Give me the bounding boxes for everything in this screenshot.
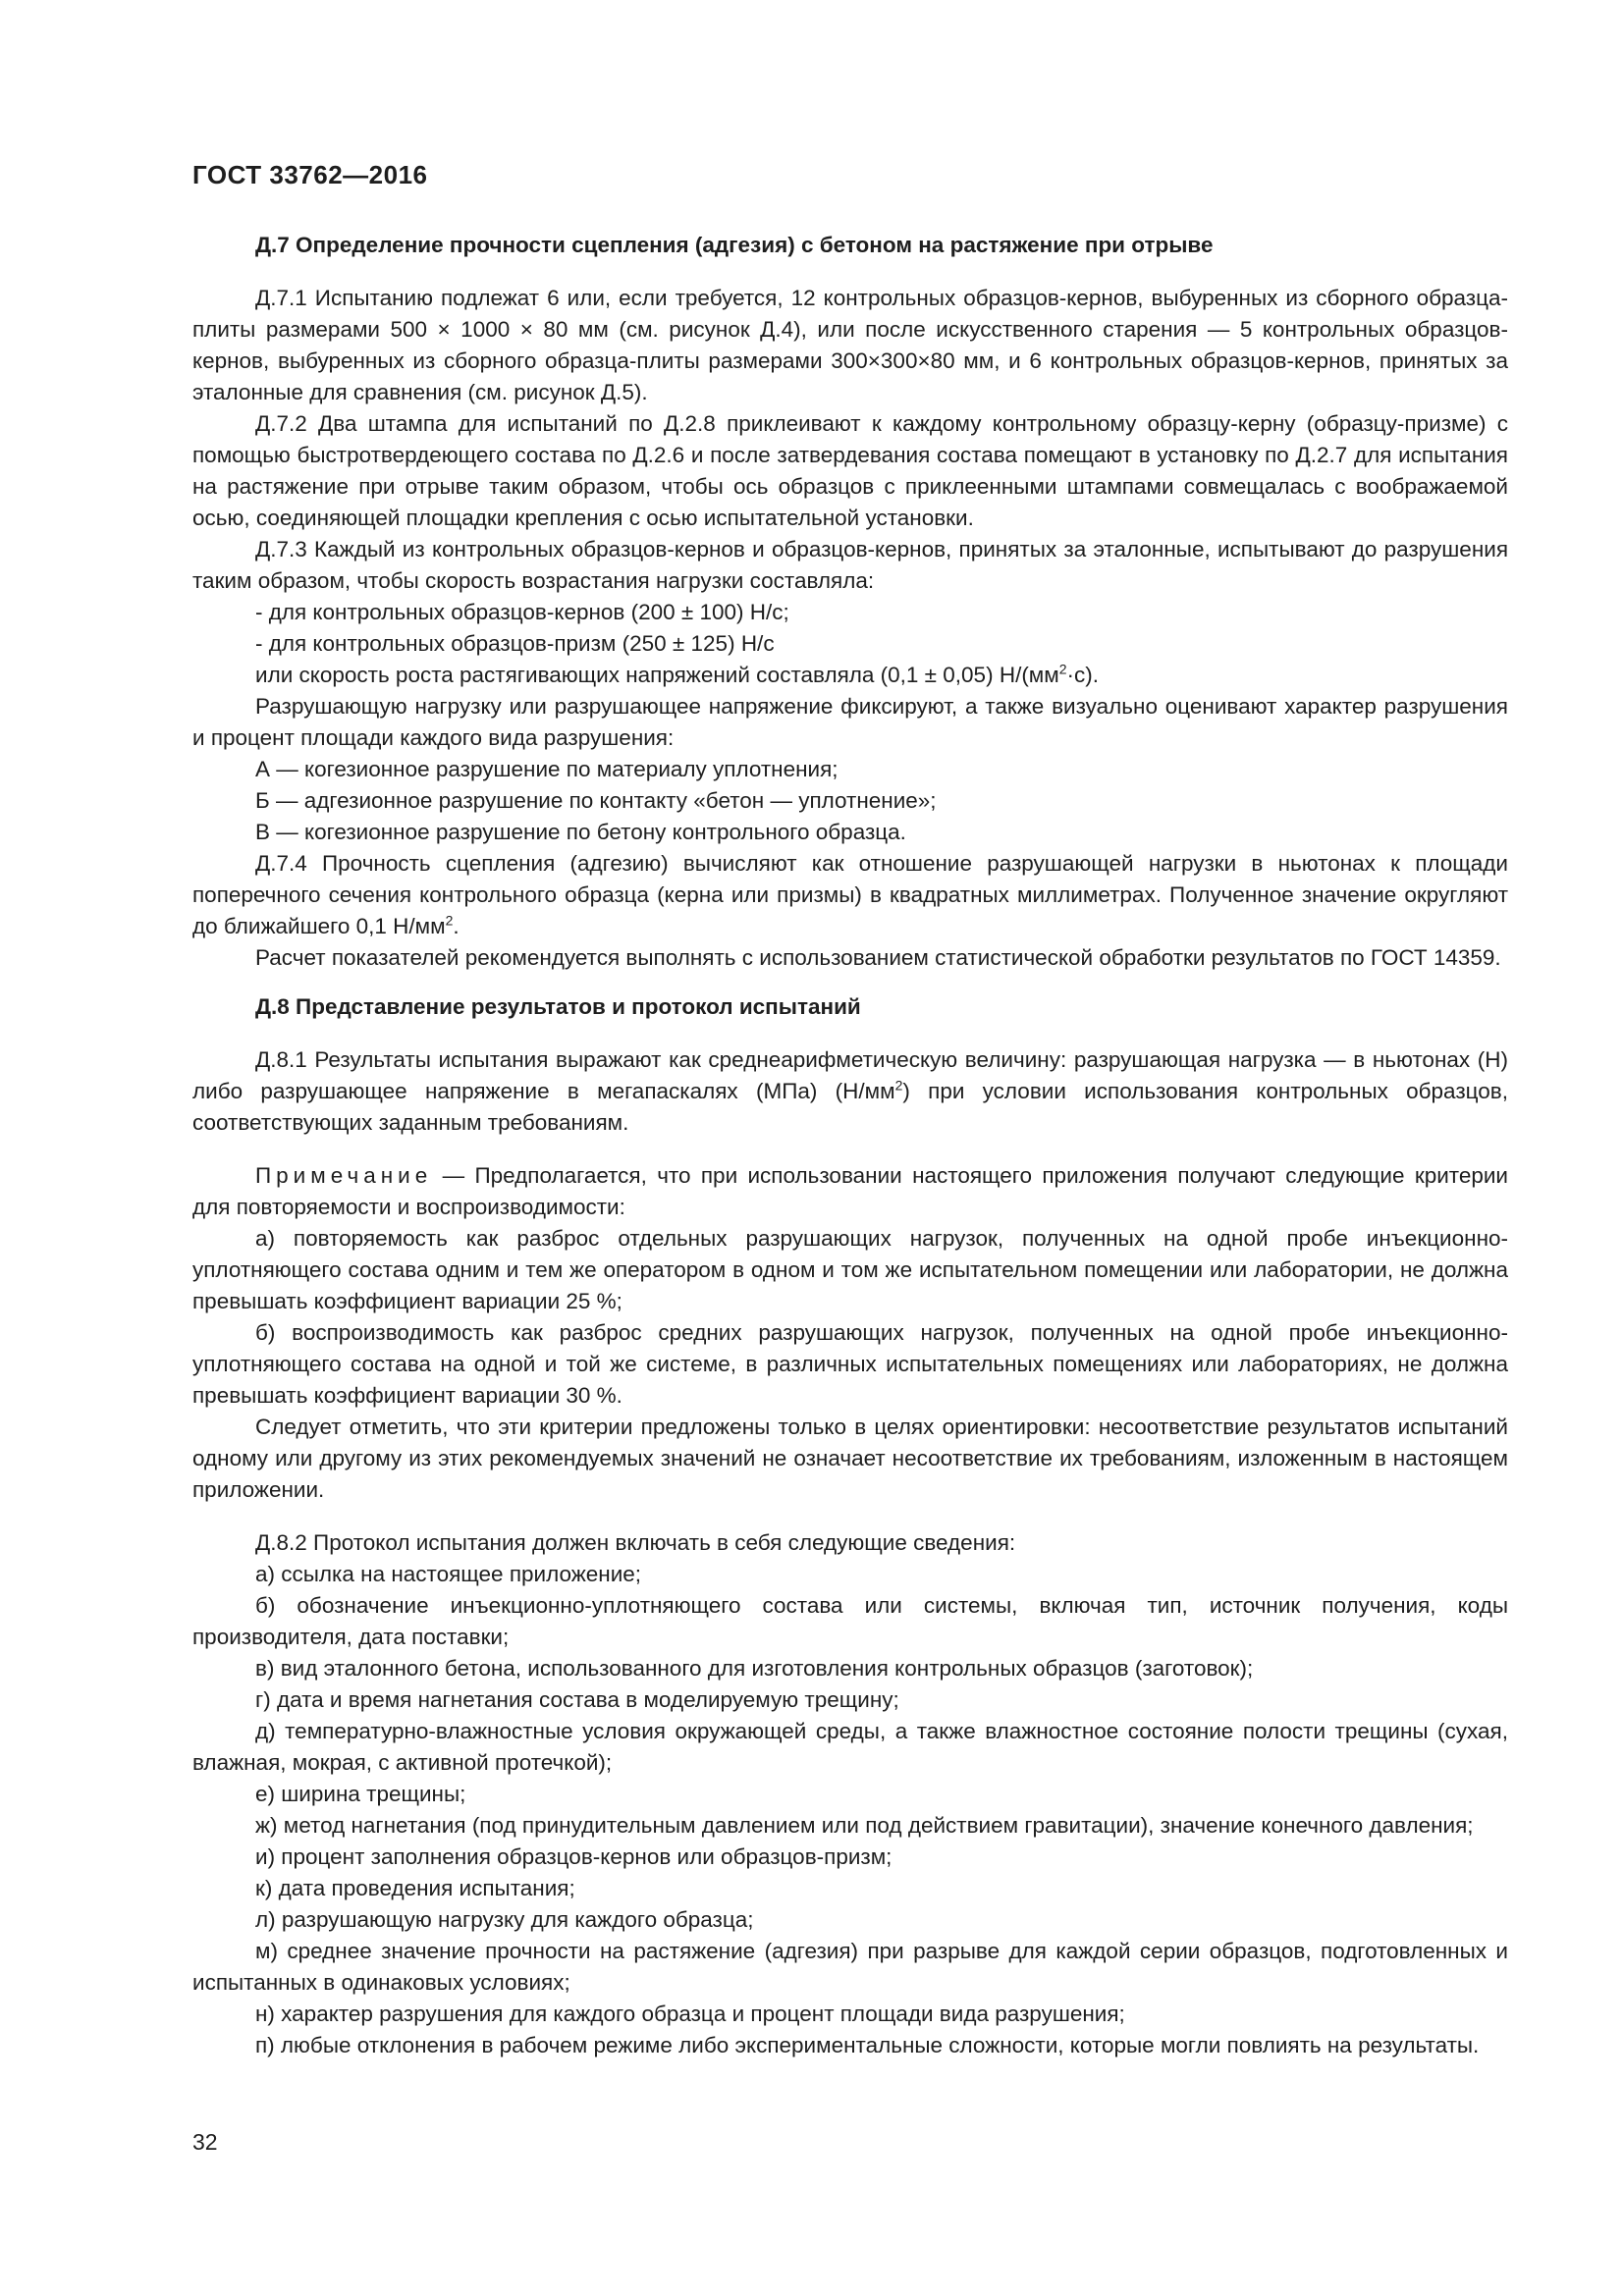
paragraph-d7-2: Д.7.2 Два штампа для испытаний по Д.2.8 приклеивают к каждому контрольному образцу-керну (образцу-призме) с помощью быстротвердеющего состава по Д.2.6 и после затвердевания состава помещают в установку по Д.2.7 для испытания на растяжение при отрыве таким образом, чтобы ось образцов с приклеенными штампами совмещалась с воображаемой осью, соединяющей площадки крепления с осью испытательной установки. <box>192 411 1508 530</box>
note-item-a: а) повторяемость как разброс отдельных разрушающих нагрузок, полученных на одной пробе инъекционно-уплотняющего состава одним и тем же оператором в одном и том же испытательном помещении или лаборатории, не должна превышать коэффициент вариации 25 %; <box>192 1226 1508 1313</box>
superscript: 2 <box>894 1077 903 1094</box>
protocol-item: п) любые отклонения в рабочем режиме либо экспериментальные сложности, которые могли повлиять на результаты. <box>255 2033 1480 2057</box>
protocol-item: б) обозначение инъекционно-уплотняющего состава или системы, включая тип, источник получения, коды производителя, дата поставки; <box>192 1593 1508 1649</box>
paragraph-d8-1 <box>192 1044 1508 1139</box>
paragraph-d7-3: Д.7.3 Каждый из контрольных образцов-кернов и образцов-кернов, принятых за эталонные, испытывают до разрушения таким образом, чтобы скорость возрастания нагрузки составляла: <box>192 537 1508 593</box>
note-item-b: б) воспроизводимость как разброс средних разрушающих нагрузок, полученных на одной пробе инъекционно-уплотняющего состава на одной и той же системе, в различных испытательных помещениях или лабораториях, не должна превышать коэффициент вариации 30 %. <box>192 1320 1508 1408</box>
note-conclusion: Следует отметить, что эти критерии предложены только в целях ориентировки: несоответствие результатов испытаний одному или другому из этих рекомендуемых значений не означает несоответствие их требованиям, изложенным в настоящем приложении. <box>192 1415 1508 1502</box>
protocol-item: е) ширина трещины; <box>255 1782 466 1806</box>
stress-rate-line <box>192 660 1508 691</box>
superscript: 2 <box>1058 661 1067 677</box>
list-item-rate-prisms: - для контрольных образцов-призм (250 ± 125) Н/с <box>255 631 775 656</box>
document-body <box>192 230 1508 2061</box>
paragraph-d8-1-text: Д.8.1 Результаты испытания выражают как среднеарифметическую величину: разрушающая нагрузка — в ньютонах (Н) либо разрушающее напряжение в мегапаскалях (МПа) (Н/мм <box>192 1047 1508 1103</box>
paragraph-failure-evaluation: Разрушающую нагрузку или разрушающее напряжение фиксируют, а также визуально оценивают характер разрушения и процент площади каждого вида разрушения: <box>192 694 1508 750</box>
protocol-item: д) температурно-влажностные условия окружающей среды, а также влажностное состояние полости трещины (сухая, влажная, мокрая, с активной протечкой); <box>192 1719 1508 1775</box>
protocol-item: н) характер разрушения для каждого образца и процент площади вида разрушения; <box>255 2002 1125 2026</box>
protocol-item: м) среднее значение прочности на растяжение (адгезия) при разрыве для каждой серии образцов, подготовленных и испытанных в одинаковых условиях; <box>192 1939 1508 1995</box>
protocol-item: в) вид эталонного бетона, использованного для изготовления контрольных образцов (заготовок); <box>255 1656 1254 1681</box>
failure-type-b: Б — адгезионное разрушение по контакту «бетон — уплотнение»; <box>255 788 937 813</box>
paragraph-d7-1: Д.7.1 Испытанию подлежат 6 или, если требуется, 12 контрольных образцов-кернов, выбуренных из сборного образца-плиты размерами 500 × 1000 × 80 мм (см. рисунок Д.4), или после искусственного старения — 5 контрольных образцов-кернов, выбуренных из сборного образца-плиты размерами 300×300×80 мм, и 6 контрольных образцов-кернов, принятых за эталонные для сравнения (см. рисунок Д.5). <box>192 286 1508 404</box>
page-number: 32 <box>192 2129 218 2155</box>
protocol-item: к) дата проведения испытания; <box>255 1876 575 1900</box>
note-text: — Предполагается, что при использовании настоящего приложения получают следующие критерии для повторяемости и воспроизводимости: <box>192 1163 1508 1219</box>
protocol-item: г) дата и время нагнетания состава в моделируемую трещину; <box>255 1687 899 1712</box>
paragraph-d7-4-text: Д.7.4 Прочность сцепления (адгезию) вычисляют как отношение разрушающей нагрузки в ньютонах к площади поперечного сечения контрольного образца (керна или призмы) в квадратных миллиметрах. Полученное значение округляют до ближайшего 0,1 Н/мм <box>192 851 1508 938</box>
paragraph-d7-4 <box>192 848 1508 942</box>
protocol-item: ж) метод нагнетания (под принудительным давлением или под действием гравитации), значение конечного давления; <box>255 1813 1474 1838</box>
section-title-d7: Д.7 Определение прочности сцепления (адгезия) с бетоном на растяжение при отрыве <box>255 233 1214 257</box>
note-label: Примечание <box>255 1163 433 1188</box>
paragraph-d8-2: Д.8.2 Протокол испытания должен включать в себя следующие сведения: <box>255 1530 1016 1555</box>
superscript: 2 <box>445 912 454 929</box>
stress-rate-text: или скорость роста растягивающих напряжений составляла (0,1 ± 0,05) Н/(мм <box>255 663 1059 687</box>
failure-type-v: В — когезионное разрушение по бетону контрольного образца. <box>255 820 906 844</box>
paragraph-calculation: Расчет показателей рекомендуется выполнять с использованием статистической обработки результатов по ГОСТ 14359. <box>255 945 1501 970</box>
document-header: ГОСТ 33762—2016 <box>192 160 428 189</box>
protocol-item: а) ссылка на настоящее приложение; <box>255 1562 642 1586</box>
note <box>192 1160 1508 1223</box>
protocol-item: л) разрушающую нагрузку для каждого образца; <box>255 1907 754 1932</box>
paragraph-d8-1-end: ) при условии использования контрольных образцов, соответствующих заданным требованиям. <box>192 1079 1508 1135</box>
stress-rate-text-end: ·с). <box>1066 663 1100 687</box>
list-item-rate-cores: - для контрольных образцов-кернов (200 ± 100) Н/с; <box>255 600 789 624</box>
failure-type-a: А — когезионное разрушение по материалу уплотнения; <box>255 757 839 781</box>
paragraph-d7-4-end: . <box>453 914 460 938</box>
protocol-item: и) процент заполнения образцов-кернов или образцов-призм; <box>255 1844 893 1869</box>
section-title-d8: Д.8 Представление результатов и протокол испытаний <box>255 994 861 1019</box>
